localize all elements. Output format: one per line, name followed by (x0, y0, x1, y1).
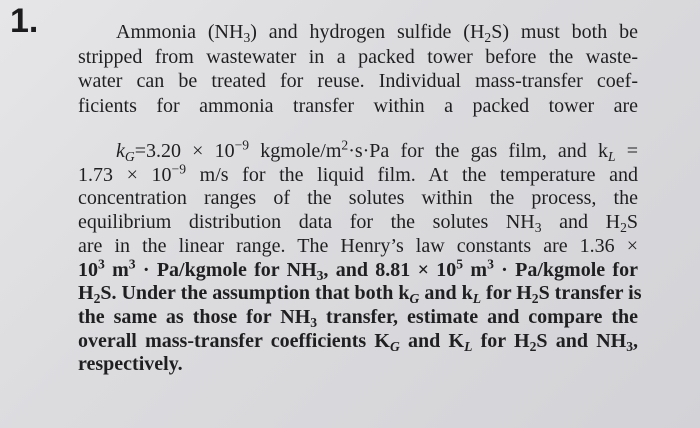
body-line-8 (78, 306, 638, 330)
text-segment: S transfer is (538, 282, 642, 305)
body-line-5: are in the linear range. The Henry’s law constants are 1.36 × (78, 234, 638, 257)
body-line-9 (78, 330, 638, 354)
superscript: 5 (456, 256, 464, 272)
subscript: G (409, 291, 420, 307)
body-line-2 (78, 161, 639, 188)
text-segment: ·s·Pa for the gas film, and k (348, 140, 608, 162)
text-segment: transfer, estimate and compare the (317, 305, 638, 328)
superscript: 3 (128, 256, 136, 272)
superscript: 3 (98, 256, 105, 272)
body-line-10: respectively. (78, 353, 183, 376)
body-line-6 (78, 256, 638, 283)
subscript: 2 (93, 291, 101, 307)
intro-line-2: stripped from wastewater in a packed tower before the waste- (78, 45, 638, 68)
subscript: 3 (626, 338, 634, 354)
problem-intro-paragraph (78, 20, 638, 118)
intro-line-4: ficients for ammonia transfer within a packed tower are (78, 94, 638, 117)
text-segment: m (104, 258, 129, 281)
problem-body-paragraph (78, 137, 642, 377)
superscript: 3 (487, 256, 494, 272)
text-segment: S) must both be (491, 21, 638, 43)
text-segment: overall mass-transfer coefficients K (78, 329, 390, 352)
text-segment: for H (481, 282, 532, 305)
text-segment: kgmole/m (249, 140, 342, 162)
text-segment: , (633, 329, 639, 352)
subscript: 2 (484, 30, 492, 46)
superscript: −9 (234, 137, 250, 153)
body-line-4 (78, 211, 638, 235)
text-segment: m/s for the liquid film. At the temperature and (186, 163, 639, 186)
text-segment: and K (399, 329, 465, 352)
text-segment: S (626, 211, 638, 234)
subscript: 2 (531, 291, 539, 307)
text-segment: equilibrium distribution data for the solutes NH (78, 211, 535, 234)
superscript: −9 (171, 161, 187, 177)
text-segment: S. Under the assumption that both k (100, 282, 410, 305)
text-segment: and H (541, 211, 621, 234)
subscript: 3 (243, 30, 251, 46)
body-line-3: concentration ranges of the solutes within the process, the (78, 187, 638, 210)
text-segment: ) and hydrogen sulfide (H (250, 21, 485, 43)
text-segment: 1.73 × 10 (78, 163, 172, 186)
intro-line-1 (78, 20, 638, 45)
text-segment: , and 8.81 × 10 (323, 258, 457, 281)
subscript: 2 (620, 220, 627, 236)
intro-line-3: water can be treated for reuse. Individual mass-transfer coef- (78, 70, 638, 92)
subscript: 2 (529, 338, 537, 354)
text-segment: the same as those for NH (78, 305, 311, 328)
text-segment: Ammonia (NH (116, 21, 244, 43)
text-segment: · Pa/kgmole for (493, 258, 638, 281)
text-segment: for H (472, 329, 530, 352)
text-segment: H (78, 282, 94, 305)
text-segment: m (463, 258, 488, 281)
subscript: 3 (310, 315, 318, 330)
subscript: G (390, 338, 400, 354)
subscript: 3 (534, 220, 542, 236)
body-line-7 (78, 282, 642, 307)
text-segment: = (615, 140, 639, 162)
subscript: 3 (316, 267, 324, 283)
text-segment: 10 (78, 258, 98, 281)
subscript: L (464, 338, 473, 354)
subscript: L (472, 291, 482, 307)
subscript: G (124, 149, 135, 165)
subscript: L (607, 149, 616, 165)
text-segment: and k (419, 282, 473, 305)
text-segment: =3.20 × 10 (134, 140, 235, 162)
problem-number: 1. (10, 2, 39, 40)
body-line-1 (78, 137, 639, 165)
superscript: 2 (341, 137, 349, 153)
italic-symbol: k (116, 140, 125, 162)
text-segment: S and NH (536, 329, 627, 352)
text-segment: · Pa/kgmole for NH (135, 258, 317, 281)
